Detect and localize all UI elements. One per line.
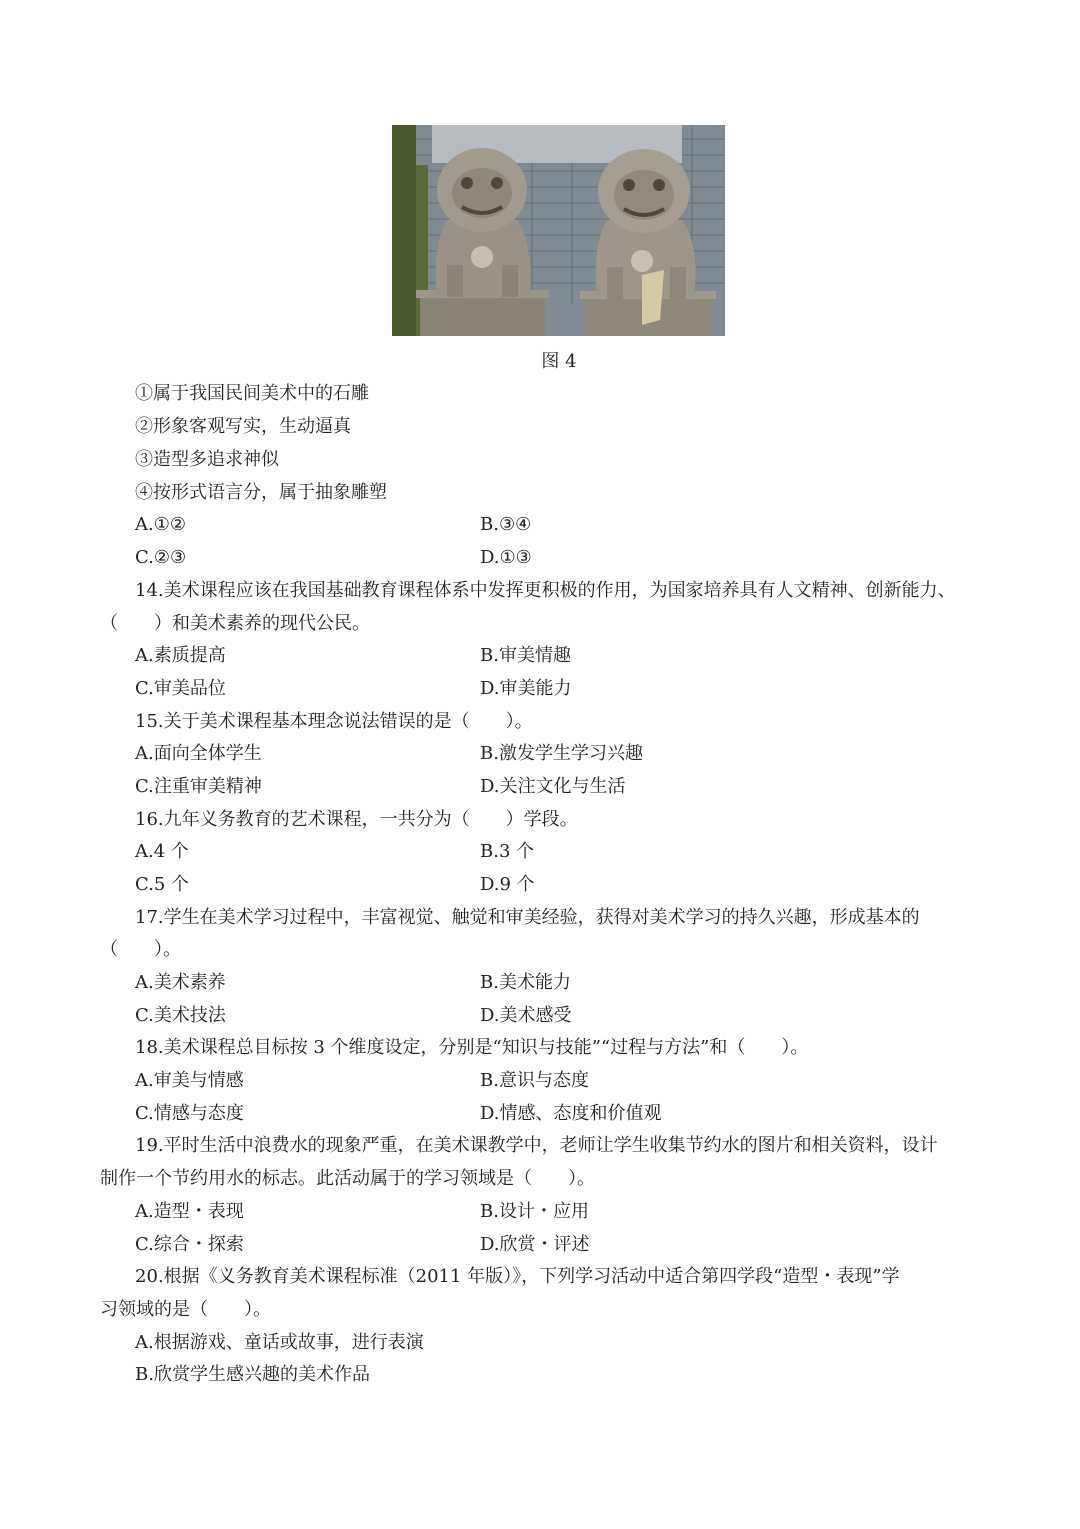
statement-3: ③造型多追求神似 bbox=[135, 449, 279, 470]
q15-option-c: C.注重审美精神 bbox=[135, 776, 262, 797]
q19-option-b: B.设计・应用 bbox=[480, 1201, 589, 1222]
q17-option-c: C.美术技法 bbox=[135, 1005, 226, 1026]
q19-stem-line1: 19.平时生活中浪费水的现象严重，在美术课教学中，老师让学生收集节约水的图片和相关资料，设计 bbox=[135, 1135, 938, 1156]
q14-stem-line1: 14.美术课程应该在我国基础教育课程体系中发挥更积极的作用，为国家培养具有人文精神、创新能力、 bbox=[135, 580, 956, 601]
q14-option-a: A.素质提高 bbox=[135, 645, 226, 666]
q19-option-c: C.综合・探索 bbox=[135, 1234, 244, 1255]
q16-option-d: D.9 个 bbox=[480, 874, 535, 895]
q17-option-d: D.美术感受 bbox=[480, 1005, 572, 1026]
q19-option-a: A.造型・表现 bbox=[135, 1201, 244, 1222]
q16-option-c: C.5 个 bbox=[135, 874, 190, 895]
q16-option-b: B.3 个 bbox=[480, 841, 535, 862]
q18-stem: 18.美术课程总目标按 3 个维度设定，分别是“知识与技能”“过程与方法”和（ ）。 bbox=[135, 1037, 809, 1058]
q13-option-c: C.②③ bbox=[135, 547, 187, 568]
q20-option-b: B.欣赏学生感兴趣的美术作品 bbox=[135, 1364, 370, 1385]
q17-stem-line2: （ ）。 bbox=[100, 939, 181, 960]
q14-stem-line2: （ ）和美术素养的现代公民。 bbox=[100, 613, 370, 634]
q15-option-a: A.面向全体学生 bbox=[135, 743, 262, 764]
q17-option-a: A.美术素养 bbox=[135, 972, 226, 993]
q15-option-b: B.激发学生学习兴趣 bbox=[480, 743, 643, 764]
figure-caption: 图 4 bbox=[541, 351, 577, 372]
q13-option-a: A.①② bbox=[135, 514, 186, 535]
q18-option-b: B.意识与态度 bbox=[480, 1070, 589, 1091]
q19-stem-line2: 制作一个节约用水的标志。此活动属于的学习领域是（ ）。 bbox=[100, 1168, 595, 1189]
q16-option-a: A.4 个 bbox=[135, 841, 189, 862]
q17-stem-line1: 17.学生在美术学习过程中，丰富视觉、触觉和审美经验，获得对美术学习的持久兴趣，形成基本的 bbox=[135, 907, 920, 928]
q18-option-d: D.情感、态度和价值观 bbox=[480, 1103, 662, 1124]
statement-2: ②形象客观写实，生动逼真 bbox=[135, 416, 351, 437]
q20-stem-line1: 20.根据《义务教育美术课程标准（2011 年版）》，下列学习活动中适合第四学段“造型・表现”学 bbox=[135, 1266, 900, 1287]
q18-option-a: A.审美与情感 bbox=[135, 1070, 244, 1091]
q15-stem: 15.关于美术课程基本理念说法错误的是（ ）。 bbox=[135, 711, 533, 732]
statement-4: ④按形式语言分，属于抽象雕塑 bbox=[135, 482, 387, 503]
q13-option-d: D.①③ bbox=[480, 547, 532, 568]
q13-option-b: B.③④ bbox=[480, 514, 532, 535]
q17-option-b: B.美术能力 bbox=[480, 972, 571, 993]
q20-option-a: A.根据游戏、童话或故事，进行表演 bbox=[135, 1332, 424, 1353]
q20-stem-line2: 习领域的是（ ）。 bbox=[100, 1299, 271, 1320]
q16-stem: 16.九年义务教育的艺术课程，一共分为（ ）学段。 bbox=[135, 809, 578, 830]
q14-option-b: B.审美情趣 bbox=[480, 645, 571, 666]
statement-1: ①属于我国民间美术中的石雕 bbox=[135, 383, 369, 404]
stone-lions-photo bbox=[392, 125, 725, 336]
q14-option-d: D.审美能力 bbox=[480, 678, 572, 699]
q14-option-c: C.审美品位 bbox=[135, 678, 226, 699]
q15-option-d: D.关注文化与生活 bbox=[480, 776, 626, 797]
q18-option-c: C.情感与态度 bbox=[135, 1103, 244, 1124]
q19-option-d: D.欣赏・评述 bbox=[480, 1234, 590, 1255]
